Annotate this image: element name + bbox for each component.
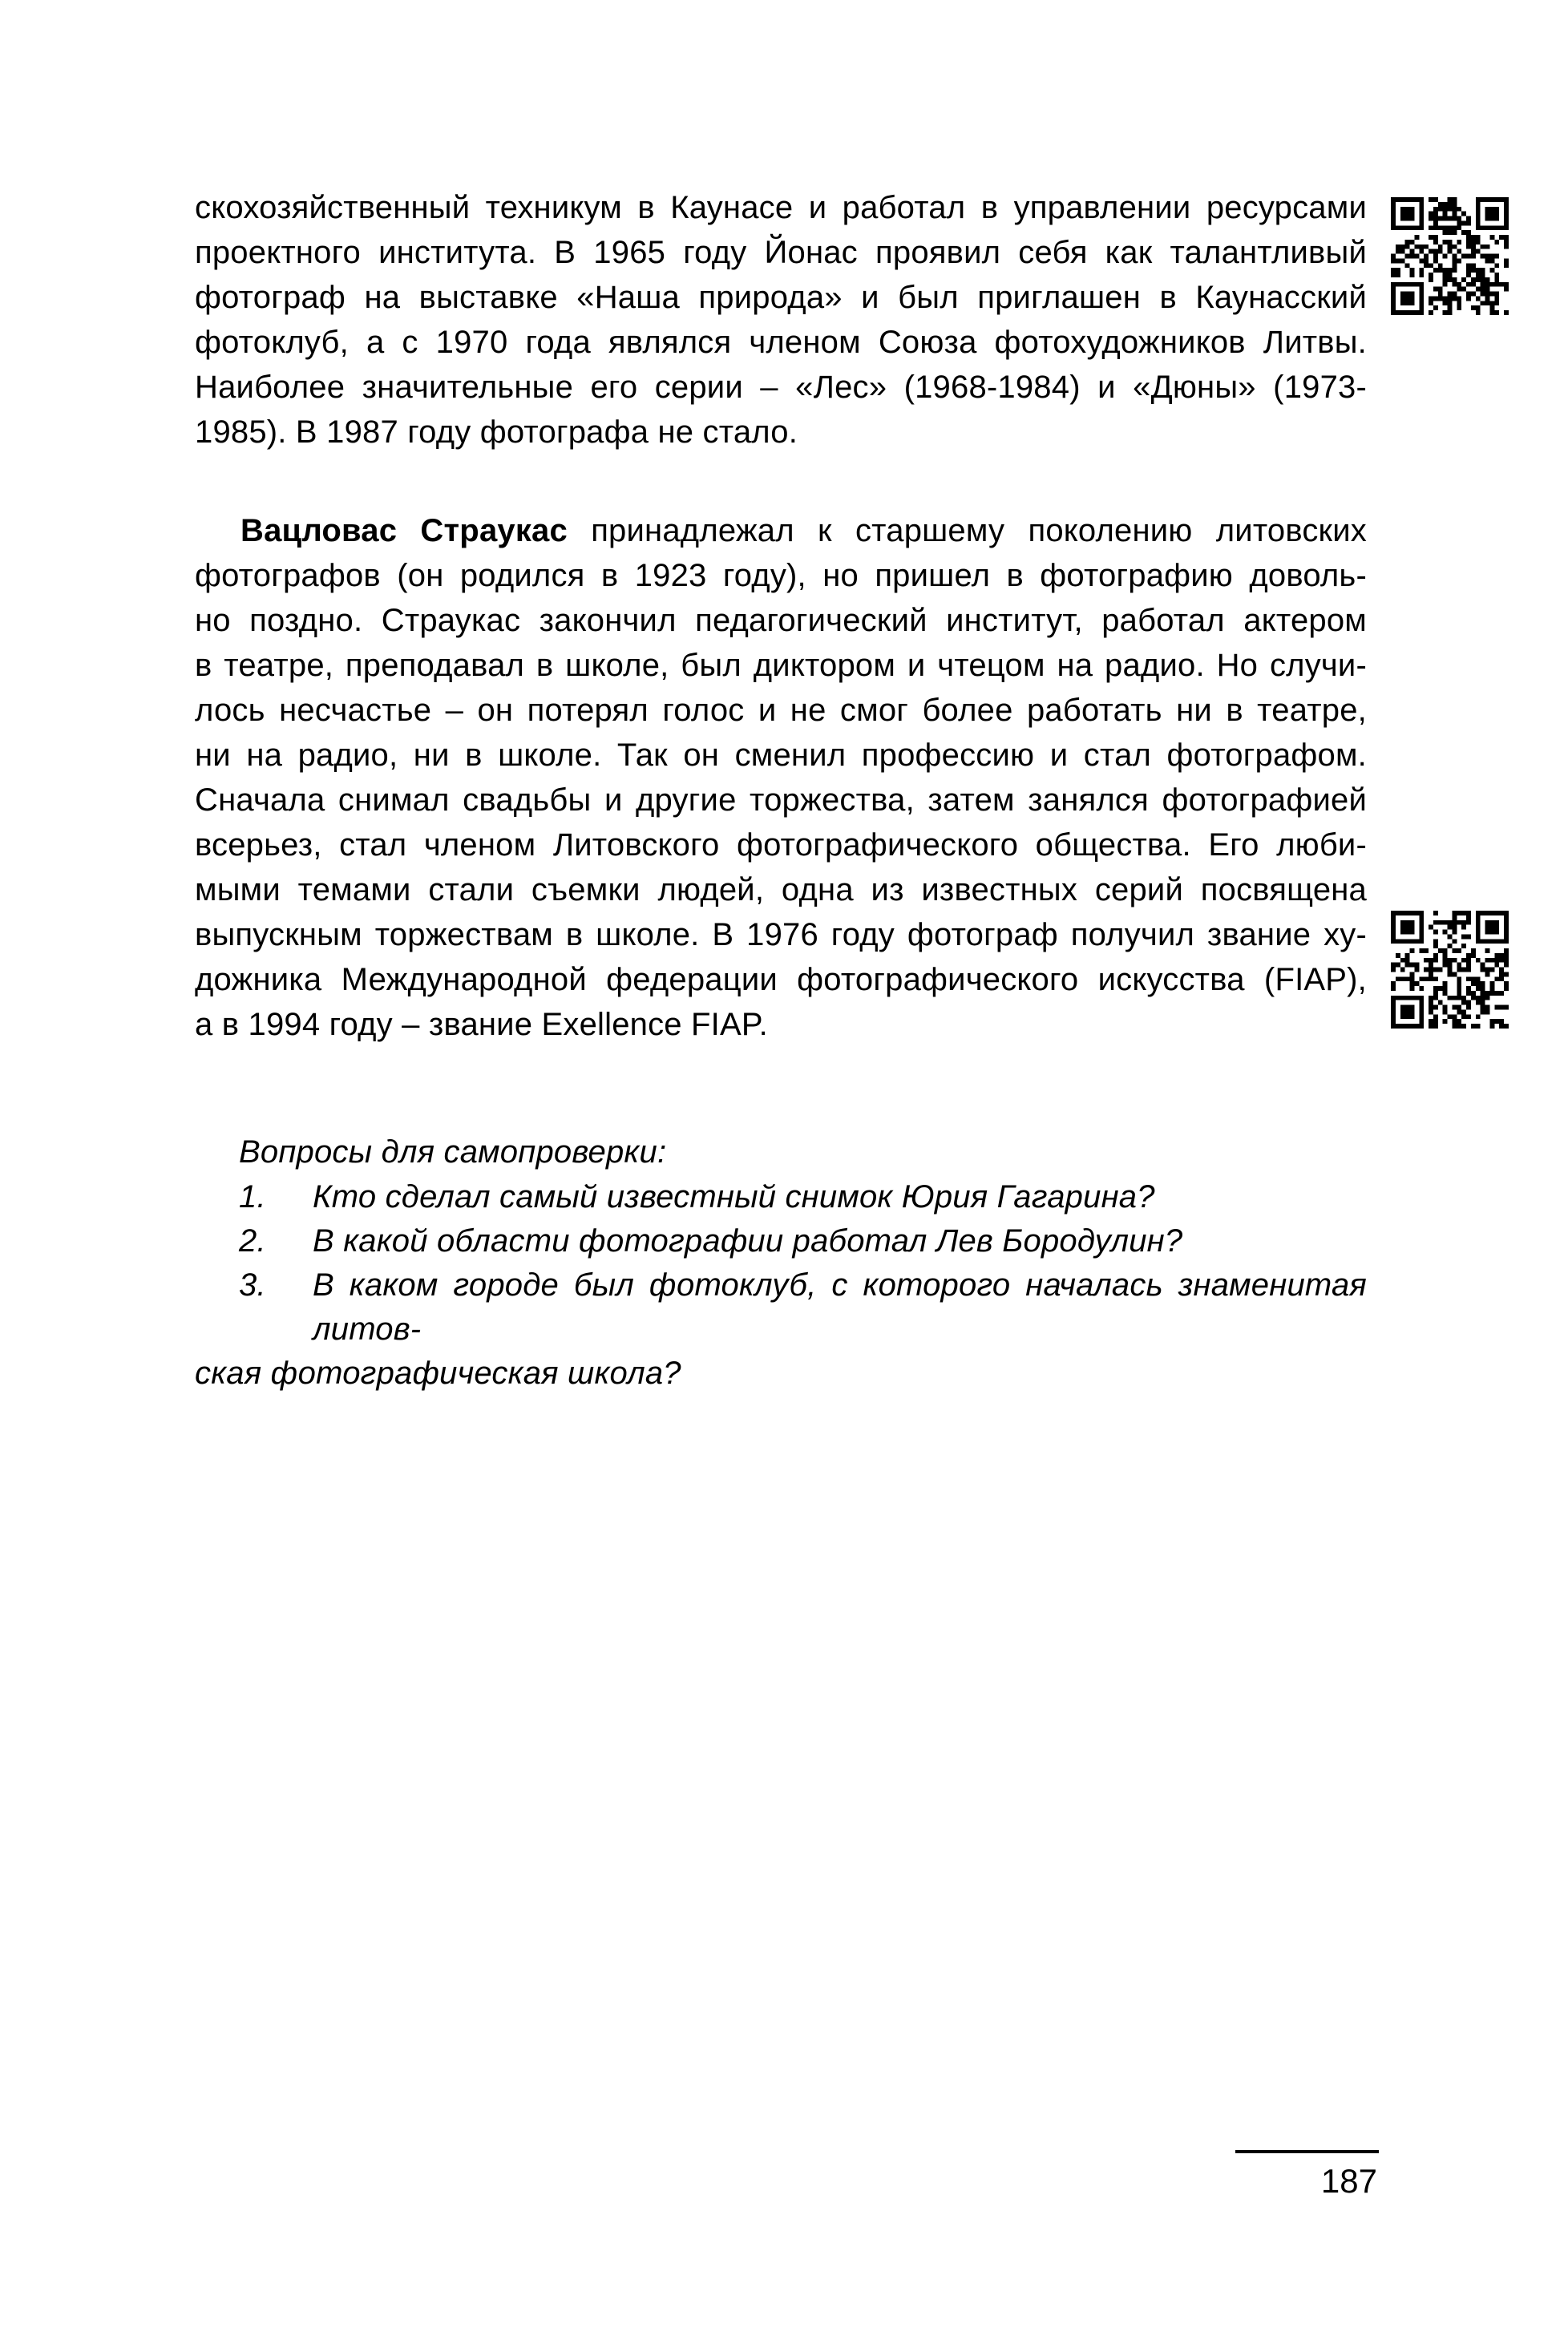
paragraph-straukas-line: но поздно. Страукас закончил педагогический институт, работал актером: [195, 603, 1367, 638]
question-number: 1.: [239, 1179, 266, 1215]
paragraph-straukas-lead-bold: Вацловас Страукас: [240, 513, 568, 548]
paragraph-jonas-line: 1985). В 1987 году фотографа не стало.: [195, 414, 798, 450]
question-item-1: [195, 1175, 1367, 1219]
paragraph-jonas-line: скохозяйственный техникум в Каунасе и работал в управлении ресурсами: [195, 190, 1367, 225]
paragraph-straukas-line: ни на радио, ни в школе. Так он сменил профессию и стал фотографом.: [195, 738, 1367, 773]
paragraph-jonas-line: фотоклуб, а с 1970 года являлся членом Союза фотохудожников Литвы.: [195, 325, 1367, 360]
question-text: В каком городе был фотоклуб, с которого началась знаменитая литов-: [313, 1267, 1367, 1347]
paragraph-straukas-line: выпускным торжествам в школе. В 1976 году фотограф получил звание ху-: [195, 917, 1367, 952]
paragraph-jonas-line: фотограф на выставке «Наша природа» и был приглашен в Каунасский: [195, 280, 1367, 315]
paragraph-straukas-line: в театре, преподавал в школе, был диктором и чтецом на радио. Но случи-: [195, 648, 1367, 683]
paragraph-straukas-line: а в 1994 году – звание Exellence FIAP.: [195, 1007, 768, 1042]
question-item-2: [195, 1219, 1367, 1263]
footer-rule: [1235, 2150, 1379, 2153]
paragraph-straukas-line: дожника Международной федерации фотографического искусства (FIAP),: [195, 962, 1367, 997]
question-item-3: [195, 1263, 1367, 1352]
question-text: В какой области фотографии работал Лев Бородулин?: [313, 1223, 1183, 1259]
question-3-continuation: ская фотографическая школа?: [195, 1356, 681, 1391]
paragraph-straukas: [195, 508, 1367, 1047]
paragraph-straukas-line: мыми темами стали съемки людей, одна из известных серий посвящена: [195, 872, 1367, 907]
question-text: Кто сделал самый известный снимок Юрия Гагарина?: [313, 1179, 1155, 1215]
qr-code-bottom-icon: [1391, 911, 1509, 1029]
paragraph-straukas-line: лось несчастье – он потерял голос и не смог более работать ни в театре,: [195, 693, 1367, 728]
self-check-questions: [195, 1130, 1367, 1396]
question-number: 3.: [239, 1267, 266, 1303]
paragraph-straukas-line: Вацловас Страукас принадлежал к старшему поколению литовских: [240, 513, 1367, 548]
paragraph-straukas-line: фотографов (он родился в 1923 году), но пришел в фотографию доволь-: [195, 558, 1367, 593]
questions-heading: Вопросы для самопроверки:: [239, 1134, 667, 1170]
question-number: 2.: [239, 1223, 266, 1259]
paragraph-straukas-line: всерьез, стал членом Литовского фотографического общества. Его люби-: [195, 827, 1367, 863]
paragraph-straukas-line: Сначала снимал свадьбы и другие торжества, затем занялся фотографией: [195, 782, 1367, 818]
questions-list: [195, 1175, 1367, 1352]
page-number: 187: [1320, 2162, 1377, 2200]
paragraph-jonas-line: Наиболее значительные его серии – «Лес» (1968-1984) и «Дюны» (1973-: [195, 370, 1367, 405]
paragraph-jonas: [195, 185, 1367, 455]
qr-code-top-icon: [1391, 197, 1509, 315]
paragraph-jonas-line: проектного института. В 1965 году Йонас проявил себя как талантливый: [195, 235, 1367, 270]
